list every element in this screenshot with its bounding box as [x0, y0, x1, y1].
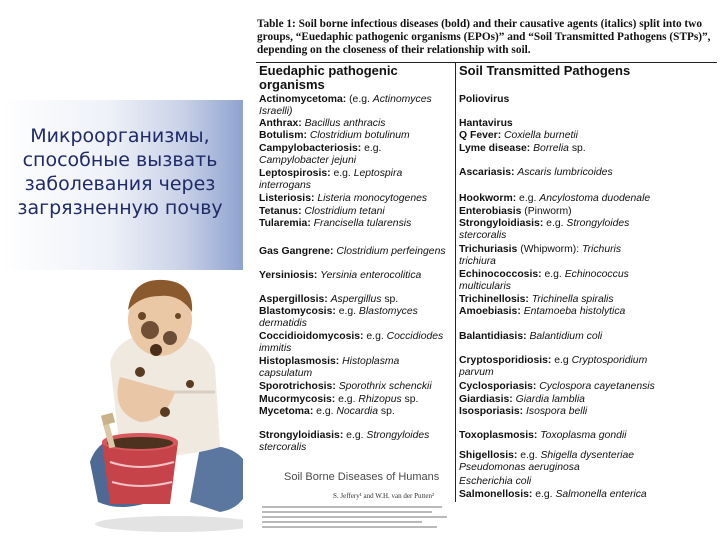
- disease-name: Tularemia:: [259, 218, 311, 229]
- disease-name: Blastomycosis:: [259, 306, 336, 317]
- table-row: [459, 331, 717, 343]
- slide-caption: [0, 124, 240, 220]
- table-row: [459, 450, 717, 462]
- table-row: [459, 381, 717, 393]
- table-row: [459, 489, 717, 501]
- left-column-header: [259, 64, 398, 92]
- disease-name: Toxoplasmosis:: [459, 430, 538, 441]
- agent-name: Ancylostoma duodenale: [539, 193, 651, 204]
- table-row: [459, 269, 717, 292]
- table-row: [259, 130, 453, 142]
- agent-name: Coxiella burnetii: [504, 130, 578, 141]
- disease-name: Tetanus:: [259, 206, 302, 217]
- table-row: [459, 476, 717, 488]
- row-suffix: sp.: [377, 406, 395, 417]
- disease-name: Mucormycosis:: [259, 394, 336, 405]
- row-note: (Pinworm): [521, 206, 572, 217]
- agent-name: Clostridium botulinum: [309, 130, 410, 141]
- disease-name: Isosporiasis:: [459, 406, 524, 417]
- agent-name-continued: capsulatum: [259, 367, 313, 379]
- table-row: [459, 294, 717, 306]
- disease-name: Histoplasmosis:: [259, 356, 340, 367]
- table-row: [459, 143, 717, 155]
- agent-name: Clostridium perfeingens: [336, 246, 446, 257]
- agent-name: Aspergillus: [330, 294, 382, 305]
- agent-name: Leptospira: [353, 168, 403, 179]
- agent-name: Nocardia: [336, 406, 378, 417]
- disease-name: Hookworm:: [459, 193, 517, 204]
- disease-name: Salmonellosis:: [459, 489, 533, 500]
- disease-name: Echinococcosis:: [459, 269, 542, 280]
- disease-name: Campylobacteriosis:: [259, 143, 362, 154]
- table-row: [259, 206, 453, 218]
- agent-name: Sporothrix schenckii: [338, 381, 432, 392]
- agent-name-continued: immitis: [259, 342, 292, 354]
- table-row: [459, 394, 717, 406]
- disease-name: Balantidiasis:: [459, 331, 527, 342]
- table-row: [459, 430, 717, 442]
- agent-name: Shigella dysenteriae: [540, 450, 635, 461]
- child-eating-soil-photo: [80, 272, 255, 534]
- disease-name: Aspergillosis:: [259, 294, 328, 305]
- row-note: e.g.: [517, 450, 541, 461]
- disease-name: Leptospirosis:: [259, 168, 331, 179]
- agent-name: Yersinia enterocolitica: [320, 270, 422, 281]
- caption-line: Микроорганизмы,: [30, 125, 210, 147]
- agent-name: Pseudomonas aeruginosa: [459, 462, 580, 473]
- agent-name-continued: trichiura: [459, 255, 496, 267]
- row-note: e.g.: [335, 394, 359, 405]
- disease-name: Listeriosis:: [259, 193, 315, 204]
- disease-name: Gas Gangrene:: [259, 246, 334, 257]
- row-note: e.g.: [330, 168, 354, 179]
- table-row: [259, 218, 453, 230]
- agent-name: Cyclospora cayetanensis: [539, 381, 655, 392]
- table-row: [459, 244, 717, 267]
- disease-name: Coccidioidomycosis:: [259, 331, 364, 342]
- disease-name: Cryptosporidiosis:: [459, 355, 552, 366]
- table-row: [459, 118, 717, 130]
- row-note: (Whipworm):: [517, 244, 582, 255]
- caption-line: заболевания через: [24, 173, 216, 195]
- table-row: [259, 394, 453, 406]
- disease-name: Trichuriasis: [459, 244, 518, 255]
- agent-name-continued: stercoralis: [259, 441, 307, 453]
- row-note: e.g.: [516, 193, 540, 204]
- left-header-line: Euedaphic pathogenic: [259, 63, 398, 78]
- table-row: [459, 306, 717, 318]
- agent-name: Francisella tularensis: [313, 218, 412, 229]
- left-header-line: organisms: [259, 77, 325, 92]
- table-row: [459, 167, 717, 179]
- disease-name: Strongyloidiasis:: [459, 218, 544, 229]
- affiliation-fine-print: [262, 503, 452, 533]
- table-row: [259, 246, 453, 258]
- agent-name: Echinococcus: [564, 269, 629, 280]
- agent-name: Trichuris: [582, 244, 622, 255]
- row-note: e.g.: [541, 269, 565, 280]
- table-row: [259, 406, 453, 418]
- disease-name: Sporotrichosis:: [259, 381, 336, 392]
- caption-line: способные вызвать: [22, 149, 218, 171]
- disease-name: Giardiasis:: [459, 394, 513, 405]
- agent-name: Strongyloides: [566, 218, 630, 229]
- agent-name: Strongyloides: [366, 430, 430, 441]
- agent-name: Giardia lamblia: [515, 394, 585, 405]
- table-row: [259, 118, 453, 130]
- agent-name-continued: stercoralis: [459, 229, 507, 241]
- agent-name: Borrelia: [533, 143, 569, 154]
- table-row: [259, 381, 453, 393]
- table-row: [259, 294, 453, 306]
- agent-name-continued: Israelli): [259, 105, 293, 117]
- agent-name: Toxoplasma gondii: [540, 430, 627, 441]
- agent-name: Rhizopus: [358, 394, 402, 405]
- table-row: [459, 130, 717, 142]
- book-authors: S. Jeffery¹ and W.H. van der Putten²: [333, 492, 435, 500]
- row-note: e.g.: [363, 331, 387, 342]
- table-row: [259, 94, 453, 117]
- row-note: e.g.: [532, 489, 556, 500]
- disease-name: Strongyloidiasis:: [259, 430, 344, 441]
- table-row: [259, 168, 453, 191]
- agent-name: Salmonella enterica: [555, 489, 647, 500]
- disease-name: Enterobiasis: [459, 206, 522, 217]
- disease-name: Actinomycetoma:: [259, 94, 347, 105]
- disease-name: Anthrax:: [259, 118, 302, 129]
- agent-name: Entamoeba histolytica: [523, 306, 626, 317]
- agent-name: Listeria monocytogenes: [317, 193, 428, 204]
- table-row: [459, 462, 717, 474]
- table-title-line: groups, “Euedaphic pathogenic organisms (EPOs)” and “Soil Transmitted Pathogens (STPs)”,: [257, 31, 711, 43]
- caption-line: загрязненную почву: [17, 197, 223, 219]
- agent-name: Blastomyces: [358, 306, 418, 317]
- agent-name: Balantidium coli: [529, 331, 603, 342]
- row-note: e.g.: [361, 143, 382, 154]
- table-title: [257, 18, 717, 57]
- disease-name: Hantavirus: [459, 118, 513, 129]
- disease-name: Ascariasis:: [459, 167, 515, 178]
- agent-name: Cryptosporidium: [571, 355, 648, 366]
- disease-name: Poliovirus: [459, 94, 510, 105]
- agent-name: Isospora belli: [526, 406, 588, 417]
- table-row: [459, 193, 717, 205]
- disease-name: Amoebiasis:: [459, 306, 521, 317]
- row-note: e.g.: [343, 430, 367, 441]
- row-note: e.g.: [335, 306, 359, 317]
- agent-name-continued: parvum: [459, 366, 494, 378]
- disease-name: Trichinellosis:: [459, 294, 529, 305]
- agent-name-continued: interrogans: [259, 179, 311, 191]
- table-row: [259, 306, 453, 329]
- table-row: [259, 356, 453, 379]
- table-row: [259, 193, 453, 205]
- disease-name: Yersiniosis:: [259, 270, 318, 281]
- agent-name: Histoplasma: [342, 356, 400, 367]
- agent-name-continued: dermatidis: [259, 317, 307, 329]
- right-column-header: Soil Transmitted Pathogens: [459, 63, 631, 78]
- row-suffix: sp.: [381, 294, 399, 305]
- disease-name: Lyme disease:: [459, 143, 531, 154]
- agent-name: Actinomyces: [372, 94, 432, 105]
- row-suffix: sp.: [401, 394, 419, 405]
- row-note: e.g.: [313, 406, 337, 417]
- disease-name: Cyclosporiasis:: [459, 381, 537, 392]
- agent-name-continued: multicularis: [459, 280, 511, 292]
- row-suffix: sp.: [568, 143, 586, 154]
- row-note: e.g: [551, 355, 572, 366]
- disease-name: Q Fever:: [459, 130, 502, 141]
- agent-name: Escherichia coli: [459, 476, 532, 487]
- table-row: [259, 331, 453, 354]
- table-title-line: depending on the closeness of their relationship with soil.: [257, 44, 531, 56]
- disease-name: Botulism:: [259, 130, 307, 141]
- table-row: [459, 406, 717, 418]
- disease-name: Shigellosis:: [459, 450, 518, 461]
- book-title: Soil Borne Diseases of Humans: [284, 471, 440, 483]
- table-title-line: Table 1: Soil borne infectious diseases (bold) and their causative agents (italics) split into two: [257, 18, 702, 30]
- table-row: [259, 143, 453, 166]
- table-row: [259, 270, 453, 282]
- table-row: [459, 218, 717, 241]
- table-row: [259, 430, 453, 453]
- column-divider: [455, 62, 456, 502]
- row-note: (e.g.: [346, 94, 373, 105]
- table-row: [459, 206, 717, 218]
- agent-name: Trichinella spiralis: [531, 294, 614, 305]
- agent-name: Ascaris lumbricoides: [517, 167, 613, 178]
- agent-name: Clostridium tetani: [304, 206, 385, 217]
- agent-name-continued: Campylobacter jejuni: [259, 154, 357, 166]
- disease-name: Mycetoma:: [259, 406, 314, 417]
- row-note: e.g.: [543, 218, 567, 229]
- table-row: [459, 94, 717, 106]
- agent-name: Bacillus anthracis: [304, 118, 386, 129]
- table-row: [459, 355, 717, 378]
- agent-name: Coccidiodes: [386, 331, 444, 342]
